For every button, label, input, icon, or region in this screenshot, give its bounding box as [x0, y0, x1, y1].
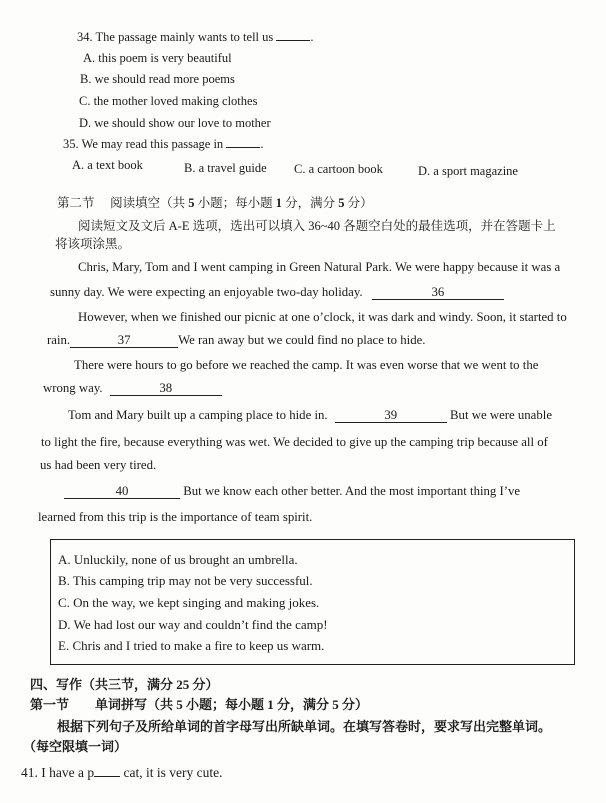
- question-35-period: .: [260, 137, 264, 151]
- question-34-option-d: D. we should show our love to mother: [79, 116, 271, 130]
- question-41-prefix: 41. I have a p: [21, 765, 95, 780]
- option-b: B. This camping trip may not be very successful.: [58, 573, 313, 588]
- question-35-text: 35. We may read this passage in: [63, 137, 224, 151]
- passage-p3-line2-prefix: wrong way.: [43, 381, 103, 395]
- blank-38: 38: [110, 381, 222, 396]
- passage-p3-line2: [43, 379, 222, 397]
- writing-instruction-line1: 根据下列句子及所给单词的首字母写出所缺单词。在填写答卷时，要求写出完整单词。: [57, 719, 552, 734]
- passage-p2-line1: However, when we finished our picnic at one o’clock, it was dark and windy. Soon, it started to: [78, 310, 567, 324]
- question-34-option-c: C. the mother loved making clothes: [79, 94, 258, 108]
- writing-section-1-title: 第一节 单词拼写（共 5 小题；每小题 1 分，满分 5 分）: [30, 697, 369, 712]
- question-34-blank: [276, 40, 310, 41]
- question-34-period: .: [310, 30, 314, 44]
- blank-39: 39: [335, 408, 447, 423]
- section-2-title-mid2: 分，满分: [285, 196, 336, 210]
- passage-p3-line1: There were hours to go before we reached the camp. It was even worse that we went to the: [74, 358, 539, 372]
- passage-p4-line1-prefix: Tom and Mary built up a camping place to hide in.: [68, 408, 328, 422]
- section-2-title-count: 5: [185, 196, 198, 210]
- question-34-text: 34. The passage mainly wants to tell us: [77, 30, 274, 44]
- blank-40: 40: [64, 484, 180, 499]
- section-2-title-total: 5: [335, 196, 348, 210]
- question-41-blank: [94, 776, 120, 777]
- passage-p4-line1: [68, 406, 552, 424]
- option-a: A. Unluckily, none of us brought an umbrella.: [58, 552, 298, 567]
- question-35-stem: [63, 137, 263, 152]
- passage-p4-line3: us had been very tired.: [40, 458, 157, 472]
- section-2-title-points: 1: [272, 196, 286, 210]
- passage-p5-line2: learned from this trip is the importance of team spirit.: [38, 510, 313, 524]
- option-c: C. On the way, we kept singing and making jokes.: [58, 595, 320, 610]
- passage-p4-line1-suffix: But we were unable: [450, 408, 552, 422]
- passage-p4-line2: to light the fire, because everything was wet. We decided to give up the camping trip because all of: [41, 435, 548, 449]
- blank-36: 36: [372, 285, 504, 300]
- passage-p1-line2-text: sunny day. We were expecting an enjoyable two-day holiday.: [50, 285, 363, 299]
- question-34-option-a: A. this poem is very beautiful: [83, 51, 232, 65]
- question-35-option-b: B. a travel guide: [184, 161, 267, 175]
- question-34-stem: [77, 30, 314, 45]
- passage-p5-line1-suffix: But we know each other better. And the most important thing I’ve: [183, 484, 521, 498]
- writing-instruction-line2: （每空限填一词）: [23, 739, 128, 754]
- question-41: [21, 765, 222, 781]
- question-41-suffix: cat, it is very cute.: [120, 765, 223, 780]
- section-2-instruction-line1: 阅读短文及文后 A-E 选项，选出可以填入 36~40 各题空白处的最佳选项，并在答题卡上: [78, 219, 556, 233]
- section-2-title-suffix: 分）: [347, 196, 373, 210]
- question-35-blank: [226, 147, 260, 148]
- passage-p2-line2: [47, 331, 425, 349]
- passage-p1-line1: Chris, Mary, Tom and I went camping in Green Natural Park. We were happy because it was a: [78, 260, 561, 274]
- blank-37: 37: [70, 333, 178, 348]
- passage-p2-line2-suffix: We ran away but we could find no place to hide.: [178, 333, 426, 347]
- options-box: [50, 539, 575, 665]
- section-2-title-prefix: 第二节 阅读填空（共: [57, 196, 186, 210]
- question-35-option-a: A. a text book: [72, 158, 143, 172]
- question-34-option-b: B. we should read more poems: [80, 72, 235, 86]
- option-d: D. We had lost our way and couldn’t find the camp!: [58, 617, 328, 632]
- question-35-option-d: D. a sport magazine: [418, 164, 518, 178]
- writing-part-title: 四、写作（共三节，满分 25 分）: [30, 677, 219, 692]
- passage-p2-line2-prefix: rain.: [47, 333, 71, 347]
- option-e: E. Chris and I tried to make a fire to keep us warm.: [58, 638, 325, 653]
- section-2-instruction-line2: 将该项涂黑。: [55, 237, 131, 251]
- passage-p5-line1: [64, 482, 520, 500]
- passage-p1-line2: [50, 283, 504, 301]
- question-35-option-c: C. a cartoon book: [294, 162, 383, 176]
- section-2-title: [57, 193, 373, 211]
- section-2-title-mid1: 小题；每小题: [197, 196, 273, 210]
